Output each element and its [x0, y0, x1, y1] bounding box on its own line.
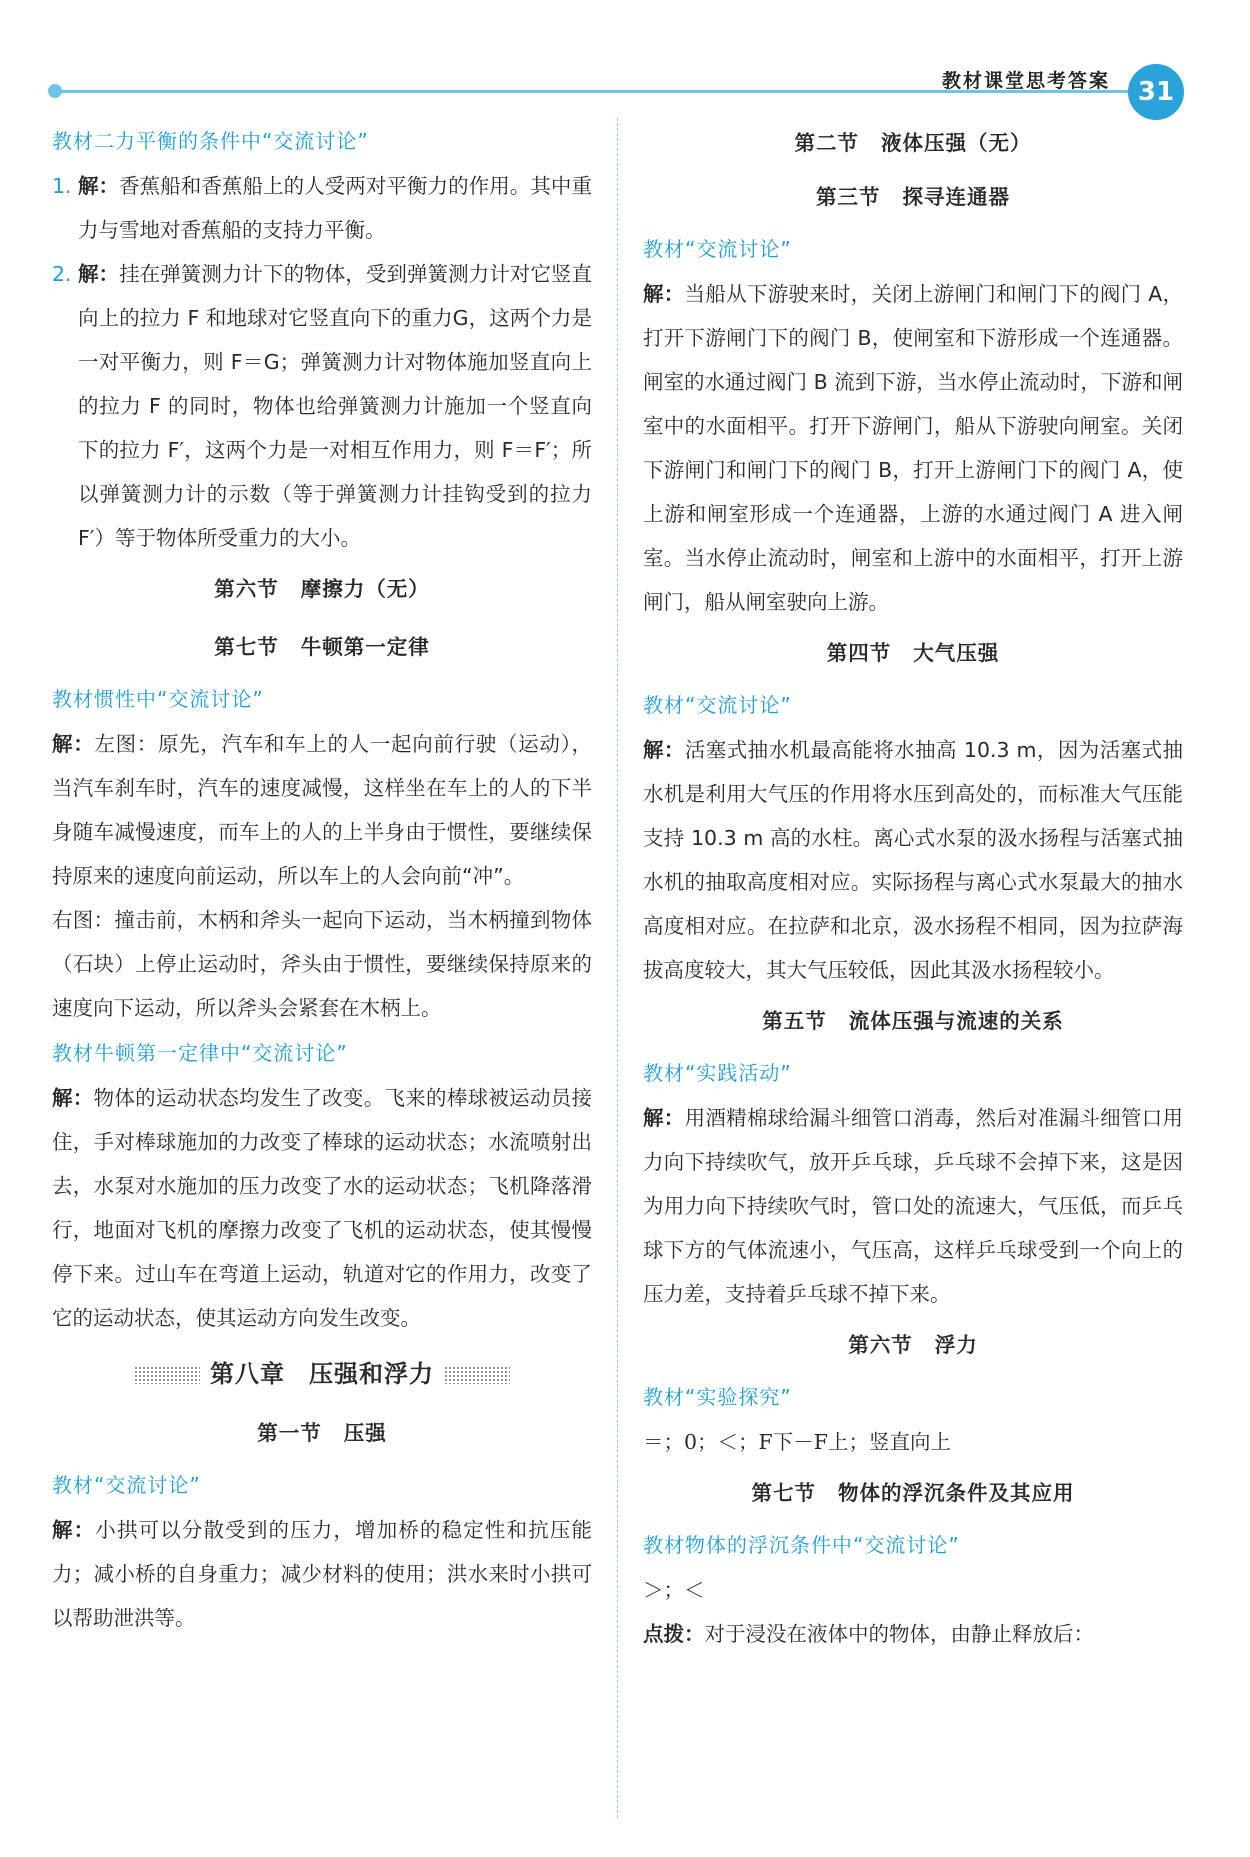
hint-label: 点拨：: [643, 1622, 705, 1646]
answer-item-1: [52, 164, 592, 252]
decorative-dots: [134, 1366, 200, 1384]
item-number: 1.: [52, 174, 72, 198]
section-label: 教材惯性中“交流讨论”: [52, 687, 264, 711]
answer-text: 香蕉船和香蕉船上的人受两对平衡力的作用。其中重力与雪地对香蕉船的支持力平衡。: [78, 174, 592, 242]
section-label: 教材二力平衡的条件中“交流讨论”: [52, 129, 369, 153]
chapter-heading: [52, 1344, 592, 1404]
item-number: 2.: [52, 262, 72, 286]
hint-paragraph: [643, 1612, 1183, 1656]
section-heading: [52, 1404, 592, 1462]
heading-number: 第四节: [826, 641, 892, 665]
heading-title: 压强: [343, 1421, 387, 1445]
decorative-dots: [444, 1366, 510, 1384]
answer-text: 活塞式抽水机最高能将水抽高 10.3 m，因为活塞式抽水机是利用大气压的作用将水压到高处的，而标准大气压能支持 10.3 m 高的水柱。离心式水泵的汲水扬程与活塞式抽水机的抽取高度相对应。实际扬程与离心式水泵最大的抽水高度相对应。在拉萨和北京，汲水扬程不相同，因为拉萨海拔高度较大，其大气压较低，因此其汲水扬程较小。: [643, 738, 1184, 982]
answer-paragraph: [52, 1076, 592, 1340]
answer-item-2: [52, 252, 592, 560]
answer-text: 用酒精棉球给漏斗细管口消毒，然后对准漏斗细管口用力向下持续吹气，放开乒乓球，乒乓球不会掉下来，这是因为用力向下持续吹气时，管口处的流速大，气压低，而乒乓球下方的气体流速小，气压高，这样乒乓球受到一个向上的压力差，支持着乒乓球不掉下来。: [643, 1106, 1184, 1306]
answer-text: 物体的运动状态均发生了改变。飞来的棒球被运动员接住，手对棒球施加的力改变了棒球的运动状态；水流喷射出去，水泵对水施加的压力改变了水的运动状态；飞机降落滑行，地面对飞机的摩擦力改变了飞机的运动状态，使其慢慢停下来。过山车在弯道上运动，轨道对它的作用力，改变了它的运动状态，使其运动方向发生改变。: [52, 1086, 593, 1330]
answer-paragraph: [643, 272, 1183, 624]
section-heading: [52, 560, 592, 618]
answer-text: 左图：原先，汽车和车上的人一起向前行驶（运动），当汽车刹车时，汽车的速度减慢，这样坐在车上的人的下半身随车减慢速度，而车上的人的上半身由于惯性，要继续保持原来的速度向前运动，所以车上的人会向前“冲”。: [52, 732, 593, 888]
heading-title: 流体压强与流速的关系: [848, 1009, 1064, 1033]
answer-formula: ＝；0；＜；F下－F上；竖直向上: [643, 1430, 951, 1454]
header-rule-dot: [48, 84, 62, 98]
left-column: [52, 118, 592, 1640]
answer-label: 解：: [643, 282, 685, 306]
answer-label: 解：: [52, 1086, 94, 1110]
heading-number: 第一节: [257, 1421, 322, 1445]
section-label: 教材“交流讨论”: [643, 237, 792, 261]
chapter-number: 第八章: [210, 1360, 285, 1388]
section-label: 教材“交流讨论”: [643, 693, 792, 717]
answer-label: 解：: [643, 738, 685, 762]
section-heading: [643, 1316, 1183, 1374]
answer-text: 当船从下游驶来时，关闭上游闸门和闸门下的阀门 A，打开下游闸门下的阀门 B，使闸室和下游形成一个连通器。闸室的水通过阀门 B 流到下游，当水停止流动时，下游和闸室中的水面相平。打开下游闸门，船从下游驶向闸室。关闭下游闸门和闸门下的阀门 B，打开上游闸门下的阀门 A，使上游和闸室形成一个连通器，上游的水通过阀门 A 进入闸室。当水停止流动时，闸室和上游中的水面相平，打开上游闸门，船从闸室驶向上游。: [643, 282, 1184, 614]
heading-number: 第七节: [751, 1481, 816, 1505]
section-label: 教材“实践活动”: [643, 1061, 792, 1085]
section-label: 教材“实验探究”: [643, 1385, 792, 1409]
answer-paragraph: [643, 1096, 1183, 1316]
heading-title: 物体的浮沉条件及其应用: [838, 1481, 1075, 1505]
heading-number: 第三节: [816, 185, 881, 209]
answer-paragraph: 右图：撞击前，木柄和斧头一起向下运动，当木柄撞到物体（石块）上停止运动时，斧头由于惯性，要继续保持原来的速度向下运动，所以斧头会紧套在木柄上。: [52, 908, 592, 1020]
section-heading: [643, 1464, 1183, 1522]
section-label: 教材“交流讨论”: [52, 1473, 201, 1497]
answer-text: 小拱可以分散受到的压力，增加桥的稳定性和抗压能力；减小桥的自身重力；减少材料的使用；洪水来时小拱可以帮助泄洪等。: [52, 1518, 593, 1630]
section-heading: [52, 618, 592, 676]
column-divider: [617, 118, 618, 1818]
heading-title: 探寻连通器: [902, 185, 1010, 209]
heading-title: 牛顿第一定律: [300, 635, 430, 659]
section-label: 教材物体的浮沉条件中“交流讨论”: [643, 1533, 960, 1557]
answer-label: 解：: [643, 1106, 685, 1130]
section-label: 教材牛顿第一定律中“交流讨论”: [52, 1041, 348, 1065]
heading-title: 大气压强: [913, 641, 1000, 665]
answer-label: 解：: [78, 262, 120, 286]
answer-symbols: ＞；＜: [643, 1578, 705, 1602]
right-column: [643, 118, 1183, 1656]
heading-title: 液体压强（无）: [881, 131, 1032, 155]
answer-text: 挂在弹簧测力计下的物体，受到弹簧测力计对它竖直向上的拉力 F 和地球对它竖直向下的重力G，这两个力是一对平衡力，则 F＝G；弹簧测力计对物体施加竖直向上的拉力 F 的同时，物体也给弹簧测力计施加一个竖直向下的拉力 F′，这两个力是一对相互作用力，则 F＝F′；所以弹簧测力计的示数（等于弹簧测力计挂钩受到的拉力 F′）等于物体所受重力的大小。: [78, 262, 592, 550]
section-heading: [643, 168, 1183, 226]
heading-title: 浮力: [934, 1333, 978, 1357]
heading-number: 第五节: [762, 1009, 827, 1033]
answer-label: 解：: [78, 174, 120, 198]
hint-text: 对于浸没在液体中的物体，由静止释放后：: [704, 1622, 1094, 1646]
heading-number: 第二节: [794, 131, 859, 155]
heading-number: 第七节: [214, 635, 279, 659]
heading-title: 摩擦力（无）: [300, 577, 430, 601]
answer-paragraph: [52, 1508, 592, 1640]
answer-paragraph: [52, 722, 592, 898]
heading-number: 第六节: [848, 1333, 913, 1357]
answer-label: 解：: [52, 1518, 96, 1542]
answer-label: 解：: [52, 732, 95, 756]
section-heading: [643, 624, 1183, 682]
page-number: 31: [1128, 64, 1184, 120]
chapter-title: 压强和浮力: [309, 1360, 434, 1388]
heading-number: 第六节: [214, 577, 279, 601]
answer-paragraph: [643, 728, 1183, 992]
header-title: 教材课堂思考答案: [941, 70, 1110, 92]
section-heading: [643, 992, 1183, 1050]
section-heading: [643, 118, 1183, 168]
